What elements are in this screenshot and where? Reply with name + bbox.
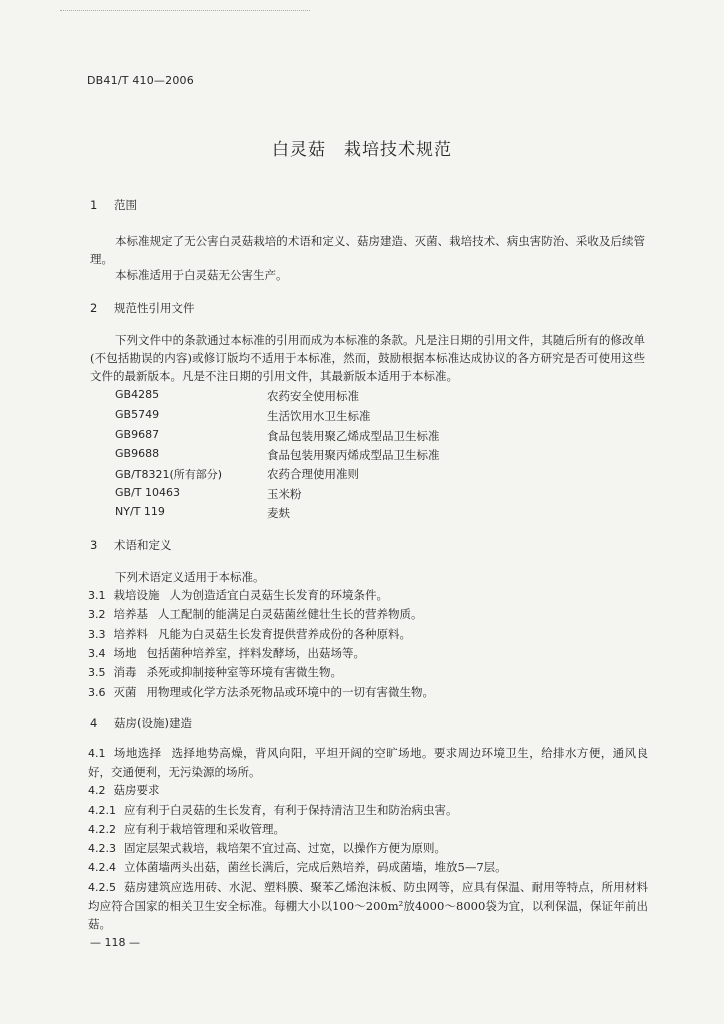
reference-name: 食品包装用聚丙烯成型品卫生标准 — [267, 448, 440, 462]
scan-artifact-line — [60, 10, 310, 12]
section-4-heading — [90, 715, 192, 731]
clause-text: 菇房建筑应选用砖、水泥、塑料膜、聚苯乙烯泡沫板、防虫网等，应具有保温、耐用等特点，所用材料均应符合国家的相关卫生安全标准。每棚大小以100～200m²放4000～8000袋为宜，以利保温，保证年前出菇。 — [88, 880, 648, 931]
definition-text: 凡能为白灵菇生长发育提供营养成份的各种原料。 — [158, 627, 411, 641]
clause-text: 应有利于栽培管理和采收管理。 — [124, 822, 285, 836]
section-title: 菇房(设施)建造 — [114, 716, 192, 730]
page-number: — 118 — — [90, 936, 140, 949]
clause-term: 场地选择 — [113, 746, 162, 760]
definition-item — [88, 586, 648, 605]
reference-code: GB5749 — [115, 408, 160, 421]
section-1-heading — [90, 197, 137, 213]
item-number: 4.2.5 — [88, 881, 116, 894]
definition-term: 培养基 — [113, 607, 148, 621]
reference-code: GB9688 — [115, 447, 160, 460]
definition-item — [88, 644, 648, 663]
section-title: 规范性引用文件 — [114, 301, 195, 315]
section-number: 1 — [90, 198, 98, 212]
section-number: 3 — [90, 538, 98, 552]
item-number: 3.4 — [88, 647, 106, 660]
section-2-heading — [90, 300, 195, 316]
section-3-intro: 下列术语定义适用于本标准。 — [115, 570, 265, 584]
definition-item — [88, 663, 648, 682]
definition-text: 杀死或抑制接种室等环境有害微生物。 — [146, 665, 342, 679]
section-title: 范围 — [114, 198, 137, 212]
definition-term: 灭菌 — [113, 685, 137, 699]
clause-4-2-3 — [88, 839, 648, 858]
definition-item — [88, 625, 648, 644]
reference-name: 食品包装用聚乙烯成型品卫生标准 — [267, 429, 440, 443]
definition-term: 消毒 — [113, 665, 137, 679]
reference-name: 麦麸 — [267, 506, 290, 520]
reference-code: NY/T 119 — [115, 505, 165, 518]
reference-code: GB/T 10463 — [115, 486, 180, 499]
section-1-paragraph-2: 本标准适用于白灵菇无公害生产。 — [115, 268, 288, 282]
definition-item — [88, 683, 648, 702]
clause-text: 选择地势高燥，背风向阳，平坦开阔的空旷场地。要求周边环境卫生，给排水方便，通风良好，交通便利，无污染源的场所。 — [88, 746, 649, 779]
item-number: 3.2 — [88, 608, 106, 621]
item-number: 4.2.3 — [88, 842, 116, 855]
item-number: 3.3 — [88, 628, 106, 641]
definition-text: 人工配制的能满足白灵菇菌丝健壮生长的营养物质。 — [158, 607, 423, 621]
definition-term: 培养料 — [113, 627, 148, 641]
reference-name: 玉米粉 — [267, 487, 302, 501]
reference-code: GB9687 — [115, 428, 160, 441]
section-number: 2 — [90, 301, 98, 315]
item-number: 3.1 — [88, 589, 106, 602]
section-2-paragraph: 下列文件中的条款通过本标准的引用而成为本标准的条款。凡是注日期的引用文件，其随后所有的修改单(不包括勘误的内容)或修订版均不适用于本标准，然而，鼓励根据本标准达成协议的各方研究是否可使用这些文件的最新版本。凡是不注日期的引用文件，其最新版本适用于本标准。 — [90, 333, 645, 383]
item-number: 4.2.2 — [88, 823, 116, 836]
clause-4-2 — [88, 781, 648, 800]
standard-code: DB41/T 410—2006 — [87, 74, 194, 87]
document-title: 白灵菇 栽培技术规范 — [272, 140, 452, 160]
section-title: 术语和定义 — [114, 538, 172, 552]
section-1-paragraph-1: 本标准规定了无公害白灵菇栽培的术语和定义、菇房建造、灭菌、栽培技术、病虫害防治、采收及后续管理。 — [90, 234, 645, 266]
reference-code: GB4285 — [115, 388, 160, 401]
clause-4-2-1 — [88, 801, 648, 820]
clause-4-2-2 — [88, 820, 648, 839]
definition-text: 用物理或化学方法杀死物品或环境中的一切有害微生物。 — [146, 685, 434, 699]
clause-4-2-5 — [88, 878, 648, 933]
item-number: 4.2.4 — [88, 861, 116, 874]
item-number: 4.1 — [88, 747, 106, 760]
section-number: 4 — [90, 716, 98, 730]
reference-name: 农药合理使用准则 — [267, 467, 359, 481]
clause-4-1 — [88, 744, 648, 781]
reference-name: 农药安全使用标准 — [267, 389, 359, 403]
item-number: 4.2 — [88, 784, 106, 797]
section-3-heading — [90, 537, 172, 553]
clause-term: 菇房要求 — [113, 783, 160, 797]
definition-item — [88, 605, 648, 624]
item-number: 3.5 — [88, 666, 106, 679]
clause-text: 应有利于白灵菇的生长发育，有利于保持清洁卫生和防治病虫害。 — [124, 803, 458, 817]
clause-4-2-4 — [88, 858, 648, 877]
definition-text: 人为创造适宜白灵菇生长发育的环境条件。 — [169, 588, 388, 602]
definition-term: 栽培设施 — [113, 588, 160, 602]
clause-text: 立体菌墙两头出菇，菌丝长满后，完成后熟培养，码成菌墙，堆放5—7层。 — [124, 860, 507, 874]
item-number: 4.2.1 — [88, 804, 116, 817]
definition-text: 包括菌种培养室，拌料发酵场，出菇场等。 — [146, 646, 365, 660]
reference-name: 生活饮用水卫生标准 — [267, 409, 371, 423]
reference-code: GB/T8321(所有部分) — [115, 468, 223, 481]
definition-term: 场地 — [113, 646, 137, 660]
item-number: 3.6 — [88, 686, 106, 699]
clause-text: 固定层架式栽培，栽培架不宜过高、过宽，以操作方便为原则。 — [124, 841, 446, 855]
